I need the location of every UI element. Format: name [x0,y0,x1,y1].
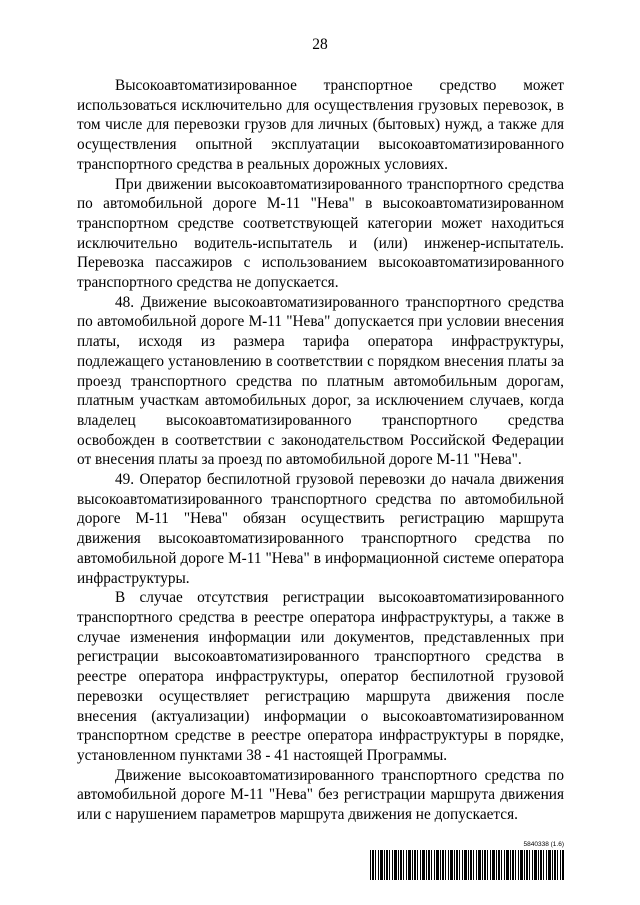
paragraph: В случае отсутствия регистрации высокоавтоматизированного транспортного средства в реестре оператора инфраструктуры, а также в случае изменения информации или документов, представленных при регистрации высокоавтоматизированного транспортного средства в реестре оператора инфраструктуры, оператор беспилотной грузовой перевозки осуществляет регистрацию маршрута движения после внесения (актуализации) информации о высокоавтоматизированном транспортном средстве в реестре оператора инфраструктуры в порядке, установленном пунктами 38 - 41 настоящей Программы. [77,589,564,764]
paragraph: 49. Оператор беспилотной грузовой перевозки до начала движения высокоавтоматизированного транспортного средства по автомобильной дороге М-11 "Нева" обязан осуществить регистрацию маршрута движения высокоавтоматизированного транспортного средства по автомобильной дороге М-11 "Нева" в информационной системе оператора инфраструктуры. [77,471,564,587]
page-number: 28 [312,36,328,53]
barcode-image [370,850,564,880]
document-body [77,76,564,825]
paragraph: Высокоавтоматизированное транспортное средство может использоваться исключительно для осуществления грузовых перевозок, в том числе для перевозки грузов для личных (бытовых) нужд, а также для осуществления опытной эксплуатации высокоавтоматизированного транспортного средства в реальных дорожных условиях. [77,77,564,173]
paragraph: При движении высокоавтоматизированного транспортного средства по автомобильной дороге М-11 "Нева" в высокоавтоматизированном транспортном средстве соответствующей категории может находиться исключительно водитель-испытатель и (или) инженер-испытатель. Перевозка пассажиров с использованием высокоавтоматизированного транспортного средства не допускается. [77,175,564,292]
paragraph: Движение высокоавтоматизированного транспортного средства по автомобильной дороге М-11 "Нева" без регистрации маршрута движения или с нарушением параметров маршрута движения не допускается. [77,766,564,824]
paragraph: 48. Движение высокоавтоматизированного транспортного средства по автомобильной дороге М-11 "Нева" допускается при условии внесения платы, исходя из размера тарифа оператора инфраструктуры, подлежащего установлению в соответствии с порядком внесения платы за проезд транспортного средства по платным автомобильным дорогам, платным участкам автомобильных дорог, за исключением случаев, когда владелец высокоавтоматизированного транспортного средства освобожден в соответствии с законодательством Российской Федерации от внесения платы за проезд по автомобильной дороге М-11 "Нева". [77,293,564,469]
document-code: 5840338 (1.6) [523,841,564,848]
